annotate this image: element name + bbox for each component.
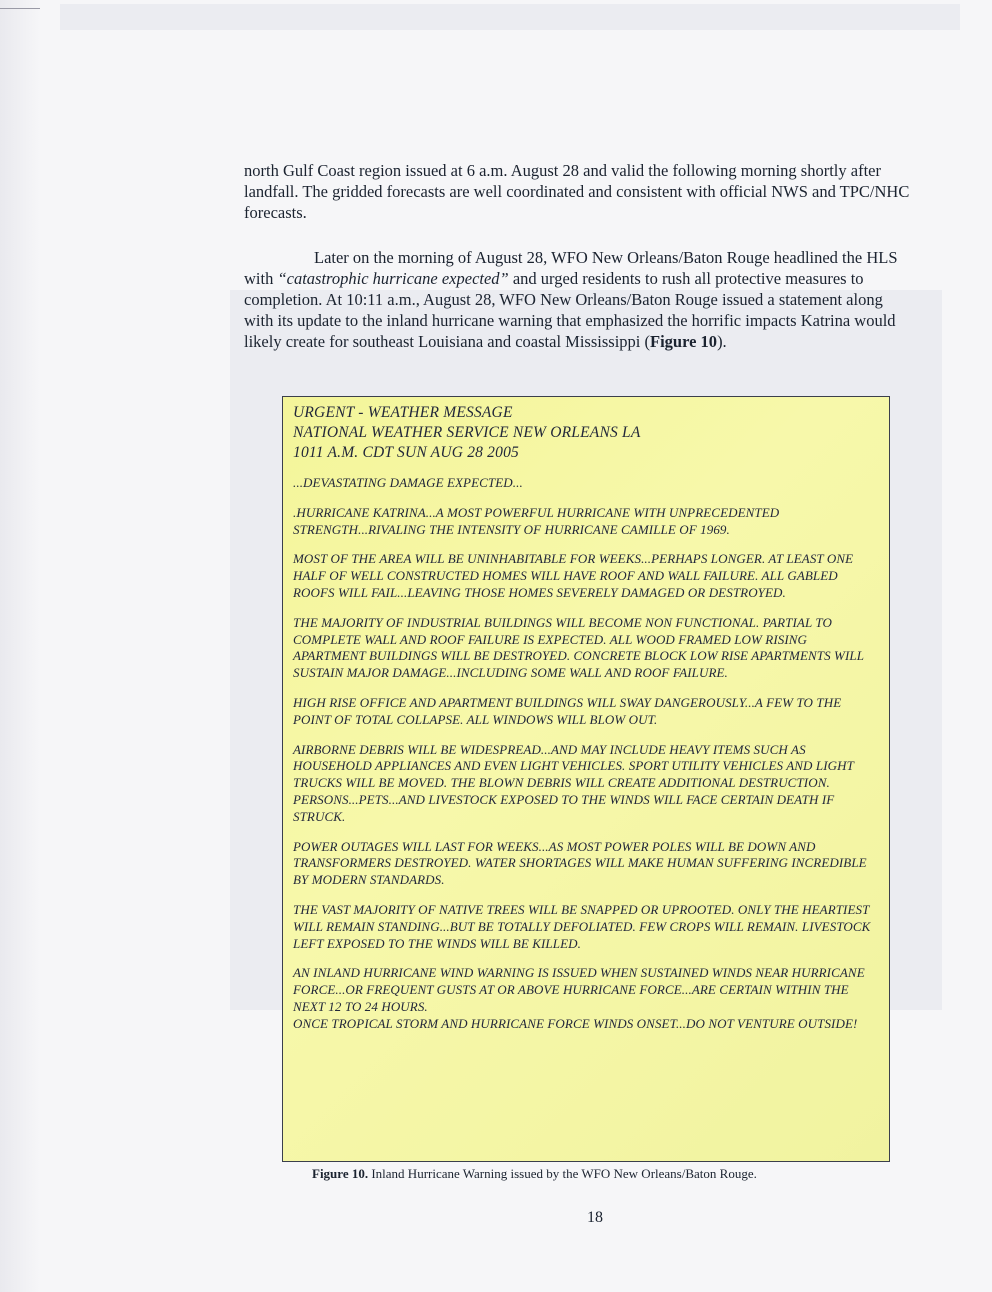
bleed-through-header — [60, 4, 960, 30]
figure-caption-label: Figure 10. — [312, 1166, 369, 1181]
paragraph-2 — [244, 247, 916, 352]
paragraph-1: north Gulf Coast region issued at 6 a.m. August 28 and valid the following morning shortly after landfall. The gridded forecasts are well coordinated and consistent with official NWS and TPC/NHC forecasts. — [244, 161, 910, 222]
warning-block-debris: AIRBORNE DEBRIS WILL BE WIDESPREAD...AND MAY INCLUDE HEAVY ITEMS SUCH AS HOUSEHOLD APPLIANCES AND EVEN LIGHT VEHICLES. SPORT UTILITY VEHICLES AND LIGHT TRUCKS WILL BE MOVED. THE BLOWN DEBRIS WILL CREATE ADDITIONAL DESTRUCTION. PERSONS...PETS...AND LIVESTOCK EXPOSED TO THE WINDS WILL FACE CERTAIN DEATH IF STRUCK. — [293, 741, 854, 824]
warning-header-line-3: 1011 A.M. CDT SUN AUG 28 2005 — [293, 444, 519, 461]
figure-caption-text: Inland Hurricane Warning issued by the WFO New Orleans/Baton Rouge. — [368, 1166, 757, 1181]
paragraph-2-part-3: ). — [717, 332, 727, 351]
warning-header-line-1: URGENT - WEATHER MESSAGE — [293, 404, 513, 421]
paragraph-2-quote: “catastrophic hurricane expected” — [277, 269, 509, 288]
warning-block-industrial: THE MAJORITY OF INDUSTRIAL BUILDINGS WILL BECOME NON FUNCTIONAL. PARTIAL TO COMPLETE WALL AND ROOF FAILURE IS EXPECTED. ALL WOOD FRAMED LOW RISING APARTMENT BUILDINGS WILL BE DESTROYED. CONCRETE BLOCK LOW RISE APARTMENTS WILL SUSTAIN MAJOR DAMAGE...INCLUDING SOME WALL AND ROOF FAILURE. — [293, 614, 864, 681]
warning-block-definition: AN INLAND HURRICANE WIND WARNING IS ISSUED WHEN SUSTAINED WINDS NEAR HURRICANE FORCE...OR FREQUENT GUSTS AT OR ABOVE HURRICANE FORCE...ARE CERTAIN WITHIN THE NEXT 12 TO 24 HOURS. — [293, 965, 865, 1014]
body-text — [244, 160, 916, 352]
page-left-edge — [0, 0, 40, 1292]
warning-block-closing: ONCE TROPICAL STORM AND HURRICANE FORCE WINDS ONSET...DO NOT VENTURE OUTSIDE! — [293, 1015, 858, 1031]
warning-block-homes: MOST OF THE AREA WILL BE UNINHABITABLE FOR WEEKS...PERHAPS LONGER. AT LEAST ONE HALF OF WELL CONSTRUCTED HOMES WILL HAVE ROOF AND WALL FAILURE. ALL GABLED ROOFS WILL FAIL...LEAVING THOSE HOMES SEVERELY DAMAGED OR DESTROYED. — [293, 551, 854, 600]
warning-header-line-2: NATIONAL WEATHER SERVICE NEW ORLEANS LA — [293, 424, 641, 441]
warning-block-intensity: .HURRICANE KATRINA...A MOST POWERFUL HURRICANE WITH UNPRECEDENTED STRENGTH...RIVALING THE INTENSITY OF HURRICANE CAMILLE OF 1969. — [293, 504, 780, 537]
scan-mark — [0, 8, 40, 9]
warning-block-trees: THE VAST MAJORITY OF NATIVE TREES WILL BE SNAPPED OR UPROOTED. ONLY THE HEARTIEST WILL REMAIN STANDING...BUT BE TOTALLY DEFOLIATED. FEW CROPS WILL REMAIN. LIVESTOCK LEFT EXPOSED TO THE WINDS WILL BE KILLED. — [293, 901, 871, 951]
figure-caption — [312, 1166, 757, 1182]
warning-block-high-rise: HIGH RISE OFFICE AND APARTMENT BUILDINGS WILL SWAY DANGEROUSLY...A FEW TO THE POINT OF TOTAL COLLAPSE. ALL WINDOWS WILL BLOW OUT. — [293, 694, 842, 727]
page-number: 18 — [587, 1209, 603, 1226]
paragraph-2-part-2: and urged residents to rush all protective measures to completion. At 10:11 a.m., August 28, WFO New Orleans/Baton Rouge issued a statement along with its update to the inland hurricane warning that emphasized the horrific impacts Katrina would likely create for southeast Louisiana and coastal Mississippi ( — [244, 269, 896, 351]
paragraph-2-part-1: Later on the morning of August 28, WFO New Orleans/Baton Rouge headlined the HLS with — [244, 248, 898, 288]
warning-message-figure — [282, 396, 890, 1162]
figure-reference: Figure 10 — [649, 332, 718, 351]
warning-header — [293, 403, 879, 463]
warning-block-power: POWER OUTAGES WILL LAST FOR WEEKS...AS MOST POWER POLES WILL BE DOWN AND TRANSFORMERS DESTROYED. WATER SHORTAGES WILL MAKE HUMAN SUFFERING INCREDIBLE BY MODERN STANDARDS. — [293, 838, 867, 888]
warning-headline: ...DEVASTATING DAMAGE EXPECTED... — [293, 475, 523, 490]
